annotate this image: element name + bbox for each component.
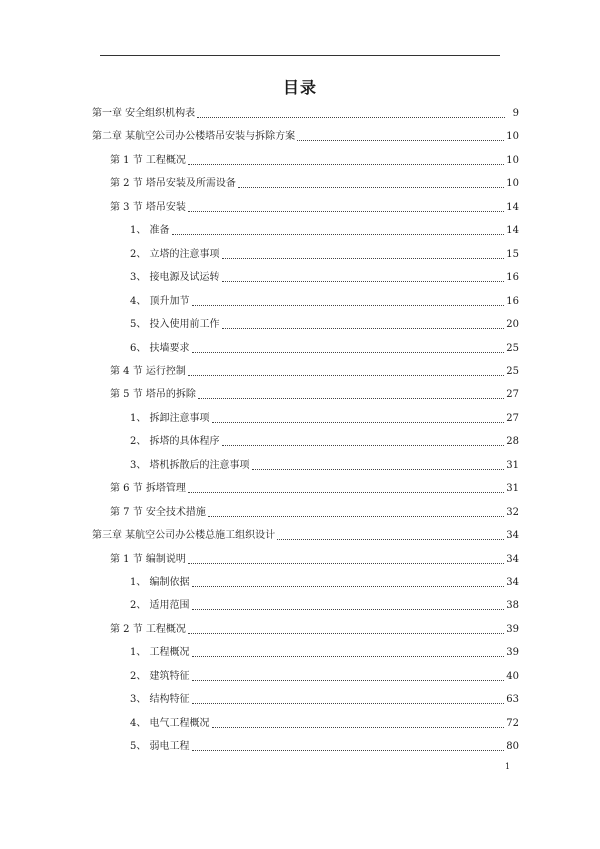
toc-entry[interactable] [92, 526, 519, 542]
toc-entry-page: 39 [506, 623, 519, 635]
toc-entry[interactable] [130, 292, 519, 308]
toc-entry-page: 32 [506, 506, 519, 518]
toc-entry[interactable] [130, 432, 519, 448]
toc-entry[interactable] [130, 714, 519, 730]
toc-entry[interactable] [130, 596, 519, 612]
toc-dot-leader [188, 562, 504, 564]
toc-entry[interactable] [110, 151, 519, 167]
toc-entry-label: 第三章 某航空公司办公楼总施工组织设计 [92, 530, 276, 542]
toc-dot-leader [188, 632, 504, 634]
toc-entry-page: 14 [506, 201, 519, 213]
toc-entry-label: 第 3 节 塔吊安装 [110, 201, 186, 213]
toc-dot-leader [212, 421, 505, 423]
toc-entry-label: 第 7 节 安全技术措施 [110, 506, 206, 518]
toc-entry-page: 10 [506, 131, 519, 143]
toc-entry-page: 25 [506, 365, 519, 377]
toc-entry[interactable] [130, 221, 519, 237]
toc-dot-leader [192, 679, 505, 681]
toc-entry-label: 2、 拆塔的具体程序 [130, 436, 220, 448]
toc-entry-page: 16 [506, 295, 519, 307]
toc-entry-label: 6、 扶墙要求 [130, 342, 190, 354]
toc-entry-label: 3、 结构特征 [130, 694, 190, 706]
toc-entry-label: 1、 编制依据 [130, 577, 190, 588]
toc-dot-leader [222, 444, 505, 446]
toc-dot-leader [198, 397, 504, 399]
toc-entry[interactable] [130, 690, 519, 706]
toc-entry[interactable] [130, 456, 519, 472]
toc-entry-page: 63 [506, 694, 519, 706]
toc-entry-label: 第一章 安全组织机构表 [92, 108, 196, 119]
toc-entry-page: 27 [506, 389, 519, 401]
toc-entry[interactable] [130, 667, 519, 683]
toc-dot-leader [192, 585, 505, 587]
page-number: 1 [505, 762, 511, 771]
toc-entry[interactable] [130, 315, 519, 331]
toc-dot-leader [188, 491, 504, 493]
toc-entry-page: 10 [506, 154, 519, 166]
toc-entry[interactable] [92, 127, 519, 143]
toc-entry-label: 3、 接电源及试运转 [130, 272, 220, 284]
toc-entry-page: 34 [506, 553, 519, 565]
toc-dot-leader [188, 374, 504, 376]
toc-entry-label: 第 6 节 拆塔管理 [110, 483, 186, 495]
toc-dot-leader [172, 233, 505, 235]
toc-entry[interactable] [130, 409, 519, 425]
toc-entry[interactable] [130, 643, 519, 659]
toc-dot-leader [252, 468, 505, 470]
toc-dot-leader [192, 655, 505, 657]
toc-entry-page: 16 [506, 272, 519, 284]
toc-entry-label: 第 5 节 塔吊的拆除 [110, 389, 196, 401]
toc-dot-leader [192, 351, 505, 353]
toc-entry-label: 4、 顶升加节 [130, 295, 190, 307]
toc-entry-label: 1、 工程概况 [130, 647, 190, 659]
toc-entry-page: 28 [506, 436, 519, 448]
toc-entry-page: 72 [506, 717, 519, 729]
toc-entry-label: 2、 立塔的注意事项 [130, 248, 220, 260]
toc-entry[interactable] [110, 620, 519, 636]
toc-entry[interactable] [110, 362, 519, 378]
toc-entry[interactable] [130, 268, 519, 284]
toc-dot-leader [188, 163, 504, 165]
toc-entry[interactable] [110, 550, 519, 566]
toc-entry-label: 2、 适用范围 [130, 600, 190, 612]
toc-entry-label: 3、 塔机拆散后的注意事项 [130, 459, 250, 471]
toc-entry[interactable] [110, 503, 519, 519]
toc-entry-label: 1、 拆卸注意事项 [130, 412, 210, 424]
toc-entry-page: 31 [506, 483, 519, 495]
toc-dot-leader [222, 257, 505, 259]
toc-entry-page: 39 [506, 647, 519, 659]
toc-entry-page: 25 [506, 342, 519, 354]
toc-entry-label: 4、 电气工程概况 [130, 717, 210, 729]
toc-entry-label: 1、 准备 [130, 225, 170, 237]
toc-entry-page: 9 [512, 108, 519, 119]
toc-dot-leader [297, 139, 504, 141]
toc-entry-page: 14 [506, 225, 519, 237]
toc-entry-label: 2、 建筑特征 [130, 670, 190, 682]
toc-dot-leader [212, 726, 505, 728]
toc-entry[interactable] [130, 573, 519, 589]
toc-entry-page: 10 [506, 178, 519, 190]
page-title: 目录 [282, 78, 317, 97]
toc-dot-leader [238, 186, 504, 188]
toc-dot-leader [192, 749, 505, 751]
toc-dot-leader [188, 210, 504, 212]
toc-entry-label: 第 1 节 工程概况 [110, 154, 186, 166]
toc-entry-page: 38 [506, 600, 519, 612]
toc-entry-page: 31 [506, 459, 519, 471]
toc-entry-page: 34 [506, 530, 519, 542]
toc-entry-label: 第 2 节 塔吊安装及所需设备 [110, 178, 236, 190]
toc-entry-page: 40 [506, 670, 519, 682]
toc-dot-leader [197, 116, 505, 118]
toc-dot-leader [208, 515, 504, 517]
toc-entry[interactable] [110, 198, 519, 214]
toc-entry[interactable] [110, 385, 519, 401]
toc-entry-page: 15 [506, 248, 519, 260]
toc-entry[interactable] [130, 339, 519, 355]
toc-entry[interactable] [130, 737, 519, 753]
toc-entry[interactable] [130, 245, 519, 261]
toc-dot-leader [222, 280, 505, 282]
toc-entry-label: 第 2 节 工程概况 [110, 623, 186, 635]
toc-entry-label: 第二章 某航空公司办公楼塔吊安装与拆除方案 [92, 131, 296, 143]
toc-entry-page: 27 [506, 412, 519, 424]
toc-entry[interactable] [92, 104, 519, 120]
toc-entry-label: 5、 弱电工程 [130, 741, 190, 753]
toc-entry-label: 第 1 节 编制说明 [110, 553, 186, 565]
toc-dot-leader [222, 327, 505, 329]
toc-entry-label: 第 4 节 运行控制 [110, 365, 186, 377]
toc-entry-label: 5、 投入使用前工作 [130, 319, 220, 331]
toc-entry-page: 34 [506, 577, 519, 588]
toc-entry[interactable] [110, 479, 519, 495]
toc-dot-leader [192, 304, 505, 306]
toc-dot-leader [192, 608, 505, 610]
toc-dot-leader [192, 702, 505, 704]
toc-entry-page: 20 [506, 319, 519, 331]
toc-entry[interactable] [110, 174, 519, 190]
toc-dot-leader [277, 538, 504, 540]
toc-entry-page: 80 [506, 741, 519, 753]
